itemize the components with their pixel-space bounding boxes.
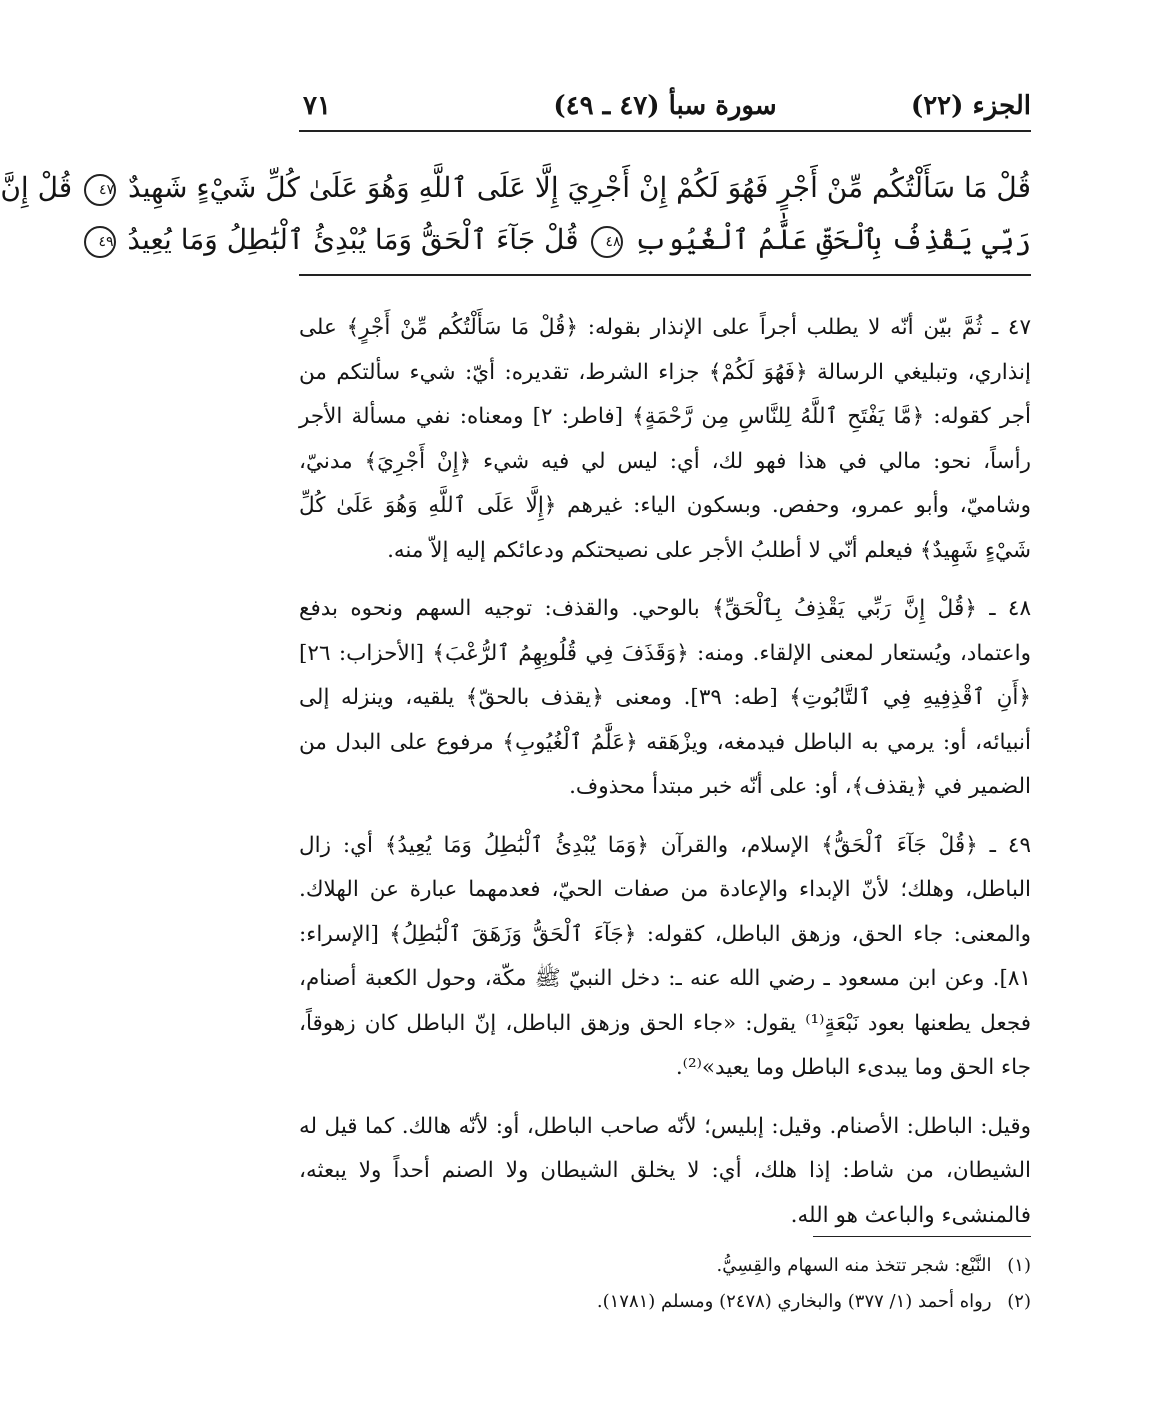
commentary-verse-47: ٤٧ ـ ثُمَّ بيّن أنّه لا يطلب أجراً على الإنذار بقوله: ﴿قُلْ مَا سَأَلْتُكُم مِّنْ أَجْرٍ﴾ على إنذاري، وتبليغي الرسالة ﴿فَهُوَ لَكُمْ﴾ جزاء الشرط، تقديره: أيّ: شيء سألتكم من أجر كقوله: ﴿مَّا يَفْتَحِ ٱللَّهُ لِلنَّاسِ مِن رَّحْمَةٍ﴾ [فاطر: ٢] ومعناه: نفي مسألة الأجر رأساً، نحو: مالي في هذا فهو لك، أي: ليس لي فيه شيء ﴿إِنْ أَجْرِيَ﴾ مدنيّ، وشاميّ، وأبو عمرو، وحفص. وبسكون الياء: غيرهم ﴿إِلَّا عَلَى ٱللَّهِ وَهُوَ عَلَىٰ كُلِّ شَيْءٍ شَهِيدٌ﴾ فيعلم أنّي لا أطلبُ الأجر على نصيحتكم ودعائكم إليه إلاّ منه. — [299, 315, 1031, 563]
footnote-2-text: رواه أحمد (١/ ٣٧٧) والبخاري (٢٤٧٨) ومسلم (١٧٨١). — [596, 1291, 992, 1312]
footnote-1-number: (١) — [1007, 1255, 1031, 1276]
running-header — [299, 88, 1031, 124]
verse-line-1 — [0, 162, 1031, 214]
commentary-verse-48: ٤٨ ـ ﴿قُلْ إِنَّ رَبِّي يَقْذِفُ بِٱلْحَقِّ﴾ بالوحي. والقذف: توجيه السهم ونحوه بدفع واعتماد، ويُستعار لمعنى الإلقاء. ومنه: ﴿وَقَذَفَ فِي قُلُوبِهِمُ ٱلرُّعْبَ﴾ [الأحزاب: ٢٦] ﴿أَنِ ٱقْذِفِيهِ فِي ٱلتَّابُوتِ﴾ [طه: ٣٩]. ومعنى ﴿يقذف بالحقّ﴾ يلقيه، وينزله إلى أنبيائه، أو: يرمي به الباطل فيدمغه، ويزْهَقه ﴿عَلَّٰمُ ٱلْغُيُوبِ﴾ مرفوع على البدل من الضمير في ﴿يقذف﴾، أو: على أنّه خبر مبتدأ محذوف. — [299, 596, 1031, 799]
verse-line-2 — [98, 214, 1031, 266]
commentary-verse-49: ٤٩ ـ ﴿قُلْ جَآءَ ٱلْحَقُّ﴾ الإسلام، والقرآن ﴿وَمَا يُبْدِئُ ٱلْبَٰطِلُ وَمَا يُعِيدُ﴾ أي: زال الباطل، وهلك؛ لأنّ الإبداء والإعادة من صفات الحيّ، فعدمهما عبارة عن الهلاك. والمعنى: جاء الحق، وزهق الباطل، كقوله: ﴿جَآءَ ٱلْحَقُّ وَزَهَقَ ٱلْبَٰطِلُ﴾ [الإسراء: ٨١]. وعن ابن مسعود ـ رضي الله عنه ـ: دخل النبيّ ﷺ مكّة، وحول الكعبة أصنام، فجعل يطعنها بعود نَبْعَةٍ⁽¹⁾ يقول: «جاء الحق وزهق الباطل، إنّ الباطل كان زهوقاً، جاء الحق وما يبدىء الباطل وما يعيد»⁽²⁾. — [299, 832, 1031, 1080]
footnote-2 — [299, 1284, 1031, 1320]
footnote-1-text: النَّبْع: شجر تتخذ منه السهام والقِسِيُّ. — [716, 1255, 992, 1276]
commentary-additional: وقيل: الباطل: الأصنام. وقيل: إبليس؛ لأنّه صاحب الباطل، أو: لأنّه هالك. كما قيل له الشيطان، من شاط: إذا هلك، أي: لا يخلق الشيطان ولا الصنم أحداً ولا يبعثه، فالمنشىء والباعث هو الله. — [299, 1113, 1031, 1228]
ayah-marker-48: ٤٨ — [591, 226, 623, 258]
page-number: ٧١ — [303, 91, 331, 121]
juz-label: الجزء (٢٢) — [910, 91, 1031, 121]
footnote-divider — [813, 1236, 1031, 1237]
quran-verses-block — [0, 162, 1031, 266]
verse-49-text: قُلْ جَآءَ ٱلْحَقُّ وَمَا يُبْدِئُ ٱلْبَٰطِلُ وَمَا يُعِيدُ — [127, 223, 579, 256]
surah-title: سورة سبأ (٤٧ ـ ٤٩) — [553, 91, 777, 121]
commentary-body — [299, 306, 1031, 1252]
footnotes — [299, 1248, 1031, 1320]
ayah-marker-47: ٤٧ — [84, 174, 116, 206]
verse-48-start: قُلْ إِنَّ — [0, 171, 73, 204]
footnote-2-number: (٢) — [1007, 1291, 1031, 1312]
ayah-marker-49: ٤٩ — [84, 226, 116, 258]
footnote-1 — [299, 1248, 1031, 1284]
verse-48-text: رَبِّي يَقْذِفُ بِٱلْحَقِّ عَلَّٰمُ ٱلْغُيُوبِ — [634, 223, 1031, 256]
verse-47-text: قُلْ مَا سَأَلْتُكُم مِّنْ أَجْرٍ فَهُوَ لَكُمْ إِنْ أَجْرِيَ إِلَّا عَلَى ٱللَّهِ وَهُوَ عَلَىٰ كُلِّ شَيْءٍ شَهِيدٌ — [128, 171, 1031, 204]
verses-divider — [299, 274, 1031, 276]
header-divider — [299, 130, 1031, 132]
